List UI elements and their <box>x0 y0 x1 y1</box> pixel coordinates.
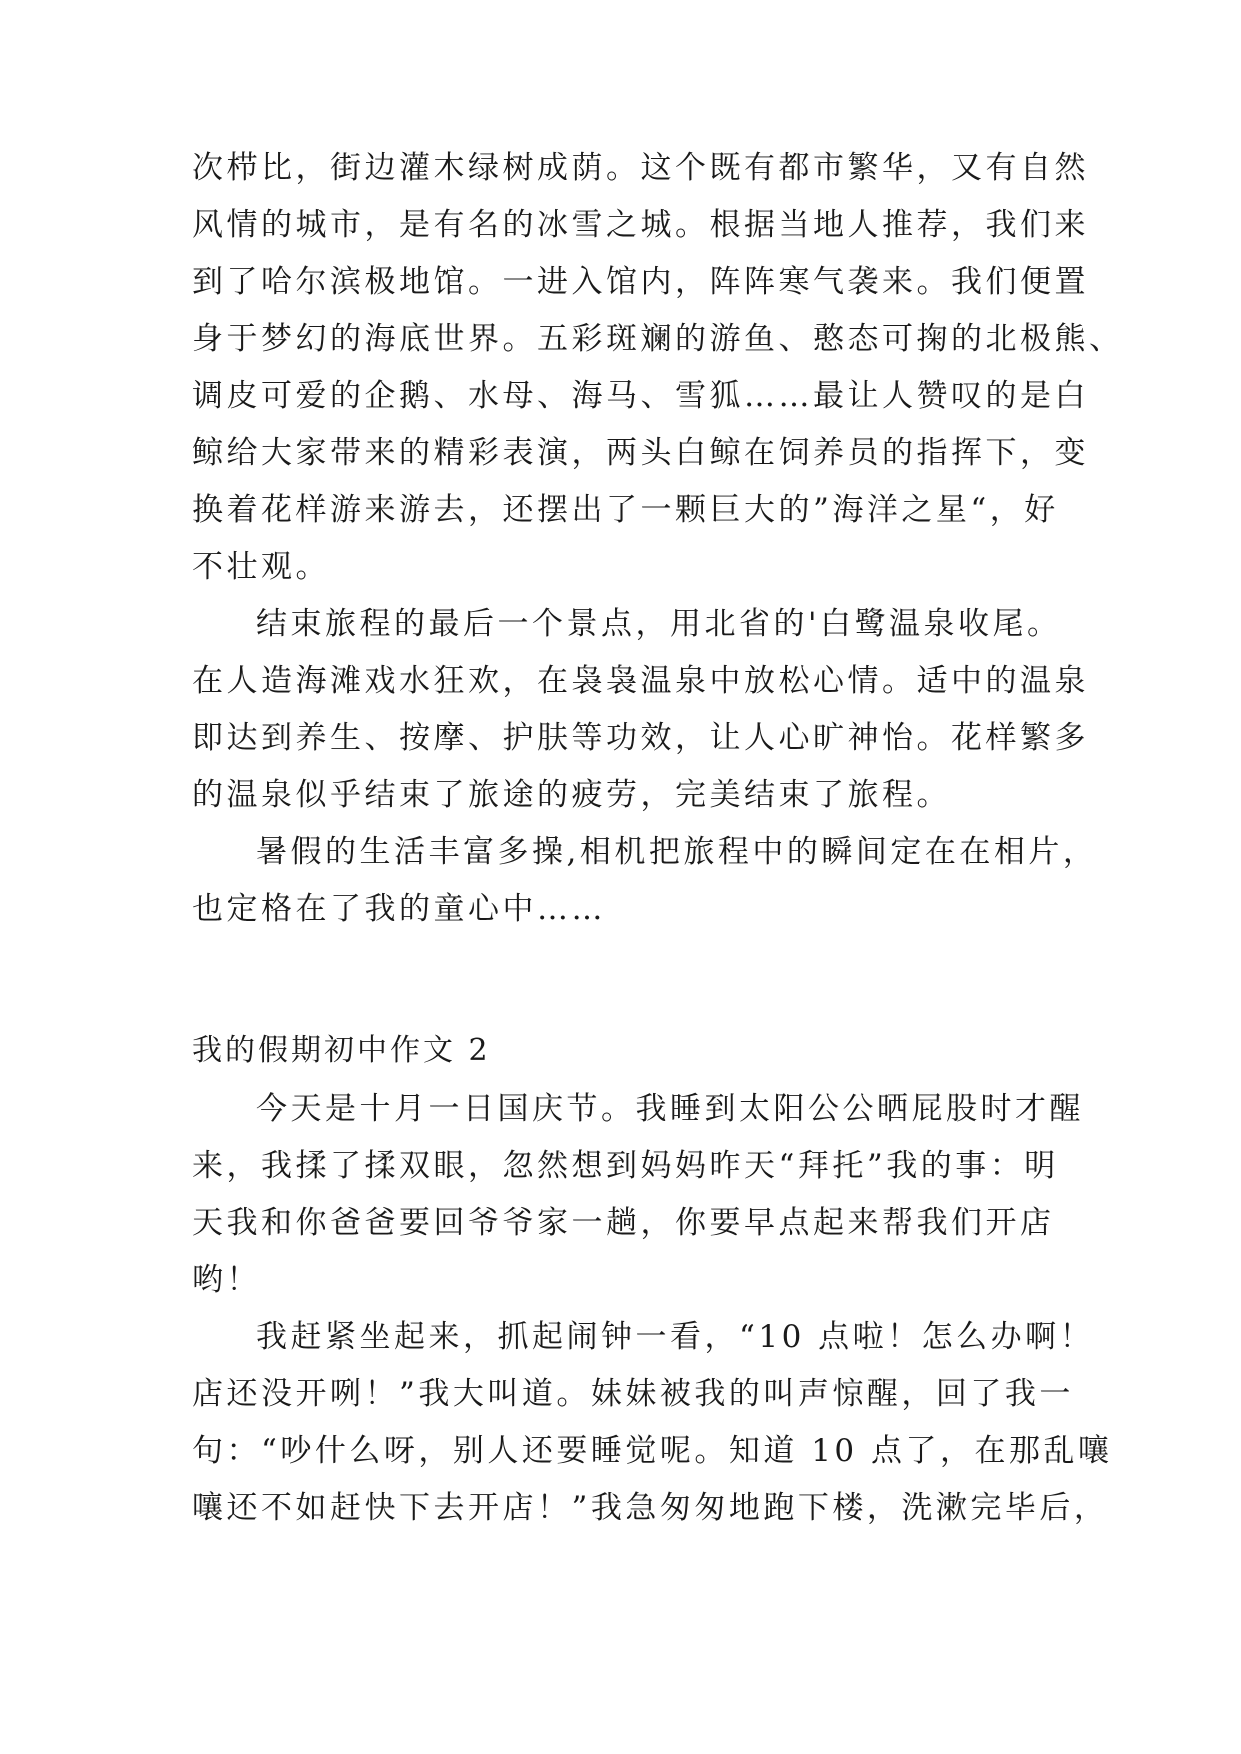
text-line: 句：“吵什么呀，别人还要睡觉呢。知道 10 点了，在那乱嚷 <box>192 1433 1113 1469</box>
text-line: 换着花样游来游去，还摆出了一颗巨大的”海洋之星“，好 <box>192 492 1059 528</box>
text-line: 我赶紧坐起来，抓起闹钟一看，“10 点啦！怎么办啊！ <box>256 1319 1095 1355</box>
text-line: 不壮观。 <box>192 549 330 585</box>
section-heading: 我的假期初中作文 2 <box>192 1033 491 1068</box>
text-line: 即达到养生、按摩、护肤等功效，让人心旷神怡。花样繁多 <box>192 720 1089 756</box>
text-line: 风情的城市，是有名的冰雪之城。根据当地人推荐，我们来 <box>192 207 1089 243</box>
text-line: 今天是十月一日国庆节。我睡到太阳公公晒屁股时才醒 <box>256 1091 1084 1127</box>
text-line: 店还没开咧！”我大叫道。妹妹被我的叫声惊醒，回了我一 <box>192 1376 1074 1412</box>
text-line: 调皮可爱的企鹅、水母、海马、雪狐……最让人赞叹的是白 <box>192 378 1089 414</box>
text-line: 哟！ <box>192 1262 261 1298</box>
text-line: 也定格在了我的童心中…… <box>192 891 606 927</box>
text-line: 身于梦幻的海底世界。五彩斑斓的游鱼、憨态可掬的北极熊、 <box>192 321 1124 357</box>
text-line: 在人造海滩戏水狂欢，在袅袅温泉中放松心情。适中的温泉 <box>192 663 1089 699</box>
text-line: 的温泉似乎结束了旅途的疲劳，完美结束了旅程。 <box>192 777 951 813</box>
text-line: 次栉比，街边灌木绿树成荫。这个既有都市繁华，又有自然 <box>192 150 1089 186</box>
text-line: 鲸给大家带来的精彩表演，两头白鲸在饲养员的指挥下，变 <box>192 435 1089 471</box>
text-line: 结束旅程的最后一个景点，用北省的'白鹭温泉收尾。 <box>256 606 1062 642</box>
text-line: 来，我揉了揉双眼，忽然想到妈妈昨天“拜托”我的事：明 <box>192 1148 1059 1184</box>
text-line: 到了哈尔滨极地馆。一进入馆内，阵阵寒气袭来。我们便置 <box>192 264 1089 300</box>
text-line: 嚷还不如赶快下去开店！”我急匆匆地跑下楼，洗漱完毕后， <box>192 1490 1109 1526</box>
text-line: 暑假的生活丰富多操,相机把旅程中的瞬间定在在相片， <box>256 834 1098 870</box>
text-line: 天我和你爸爸要回爷爷家一趟，你要早点起来帮我们开店 <box>192 1205 1055 1241</box>
